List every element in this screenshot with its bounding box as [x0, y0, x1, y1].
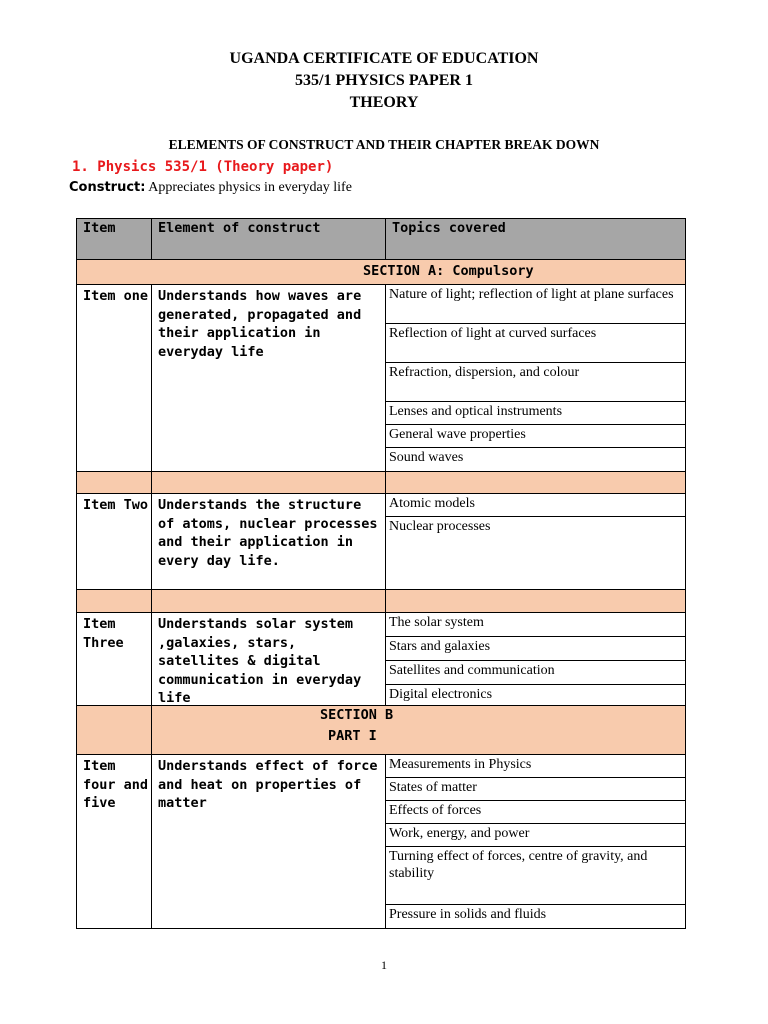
spacer-cell — [76, 705, 152, 755]
item-label: Item one — [76, 284, 152, 472]
element-of-construct: Understands the structure of atoms, nuclear processes and their application in every day life. — [151, 493, 386, 590]
section-title: Physics 535/1 (Theory paper) — [97, 159, 334, 175]
topic-cell: States of matter — [385, 777, 686, 801]
item-label: Item Two — [76, 493, 152, 590]
column-header-element: Element of construct — [151, 218, 386, 260]
topic-cell: Atomic models — [385, 493, 686, 517]
topic-cell: Effects of forces — [385, 800, 686, 824]
spacer-cell — [151, 471, 386, 494]
spacer-cell — [385, 471, 686, 494]
section-b-row — [151, 705, 686, 755]
section-heading — [72, 159, 333, 175]
topic-cell: Nuclear processes — [385, 516, 686, 590]
subtitle: ELEMENTS OF CONSTRUCT AND THEIR CHAPTER BREAK DOWN — [168, 137, 600, 152]
topic-cell: General wave properties — [385, 424, 686, 448]
topic-cell: Pressure in solids and fluids — [385, 904, 686, 929]
spacer-cell — [385, 589, 686, 613]
paper-type: THEORY — [349, 94, 419, 111]
topic-cell: Lenses and optical instruments — [385, 401, 686, 425]
topic-cell: Digital electronics — [385, 684, 686, 706]
spacer-cell — [151, 589, 386, 613]
column-header-item: Item — [76, 218, 152, 260]
topic-cell: Stars and galaxies — [385, 636, 686, 661]
spacer-cell — [76, 589, 152, 613]
topic-cell: The solar system — [385, 612, 686, 637]
part-label: PART I — [328, 728, 377, 744]
topic-cell: Refraction, dispersion, and colour — [385, 362, 686, 402]
page-number: 1 — [381, 958, 387, 972]
element-of-construct: Understands how waves are generated, propagated and their application in everyday life — [151, 284, 386, 472]
topic-cell: Satellites and communication — [385, 660, 686, 685]
topic-cell: Reflection of light at curved surfaces — [385, 323, 686, 363]
topic-cell: Sound waves — [385, 447, 686, 472]
topic-cell: Measurements in Physics — [385, 754, 686, 778]
topic-cell: Turning effect of forces, centre of gravity, and stability — [385, 846, 686, 905]
topic-cell: Work, energy, and power — [385, 823, 686, 847]
construct-label: Construct: — [69, 180, 146, 195]
item-label: Item Three — [76, 612, 152, 706]
document-title: UGANDA CERTIFICATE OF EDUCATION — [229, 50, 539, 67]
topic-cell: Nature of light; reflection of light at plane surfaces — [385, 284, 686, 324]
column-header-topics: Topics covered — [385, 218, 686, 260]
section-number: 1. — [72, 159, 89, 175]
element-of-construct: Understands effect of force and heat on properties of matter — [151, 754, 386, 929]
section-b-label: SECTION B — [320, 707, 394, 723]
element-of-construct: Understands solar system ,galaxies, stars, satellites & digital communication in everyday life — [151, 612, 386, 706]
construct-text: Appreciates physics in everyday life — [148, 180, 352, 195]
section-a-row: SECTION A: Compulsory — [76, 259, 686, 285]
paper-code: 535/1 PHYSICS PAPER 1 — [295, 72, 473, 89]
construct-line — [69, 180, 352, 196]
item-label: Item four and five — [76, 754, 152, 929]
spacer-cell — [76, 471, 152, 494]
